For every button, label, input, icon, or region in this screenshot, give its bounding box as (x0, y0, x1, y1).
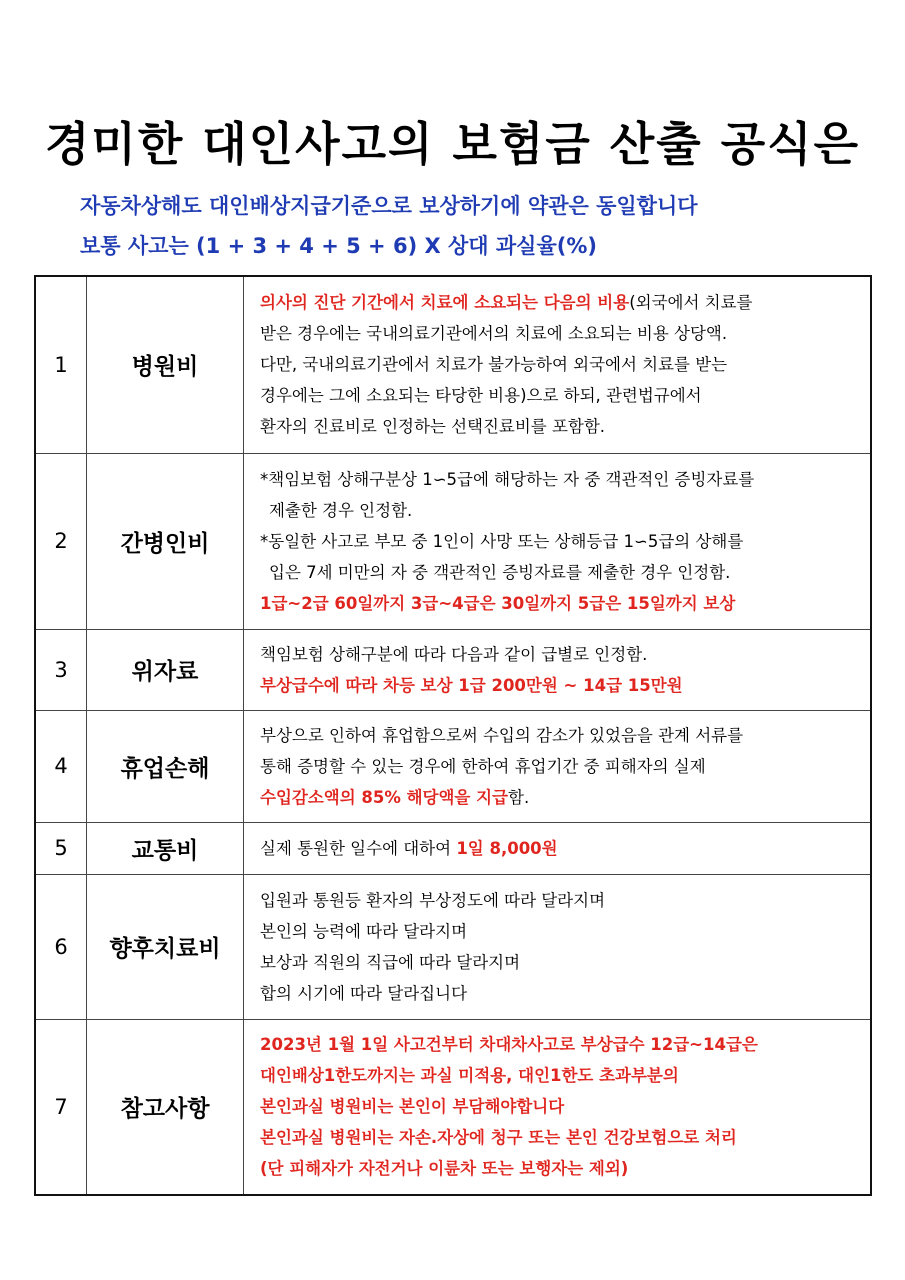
table-row (35, 629, 871, 710)
description-line: 통해 증명할 수 있는 경우에 한하여 휴업기간 중 피해자의 실제 (260, 756, 706, 776)
item-name: 간병인비 (87, 453, 244, 629)
table-row (35, 1019, 871, 1195)
item-description (244, 710, 872, 822)
highlight-text: (단 피해자가 자전거나 이륜차 또는 보행자는 제외) (260, 1159, 629, 1179)
item-name: 휴업손해 (87, 710, 244, 822)
item-description (244, 629, 872, 710)
highlight-text: 대인배상1한도까지는 과실 미적용, 대인1한도 초과부분의 (260, 1066, 679, 1086)
compensation-table (34, 275, 872, 1196)
table-row (35, 822, 871, 874)
table-row (35, 710, 871, 822)
plain-text: 함. (508, 787, 530, 807)
highlight-text: 1급~2급 60일까지 3급~4급은 30일까지 5급은 15일까지 보상 (260, 593, 736, 613)
highlight-text: 2023년 1월 1일 사고건부터 차대차사고로 부상급수 12급~14급은 (260, 1035, 758, 1055)
table-row (35, 453, 871, 629)
description-line (260, 782, 860, 813)
item-description (244, 822, 872, 874)
description-line: 입원과 통원등 환자의 부상정도에 따라 달라지며 (260, 890, 606, 910)
description-line: 경우에는 그에 소요되는 타당한 비용)으로 하되, 관련법규에서 (260, 386, 702, 406)
description-line: 책임보험 상해구분에 따라 다음과 같이 급별로 인정함. (260, 644, 648, 664)
description-line: *동일한 사고로 부모 중 1인이 사망 또는 상해등급 1∽5급의 상해를 (260, 531, 744, 551)
row-number: 1 (35, 276, 87, 453)
table-row (35, 276, 871, 453)
plain-text: (외국에서 치료를 (629, 293, 753, 313)
table-row (35, 874, 871, 1019)
description-line: 합의 시기에 따라 달라집니다 (260, 983, 468, 1003)
row-number: 5 (35, 822, 87, 874)
highlight-text: 부상급수에 따라 차등 보상 1급 200만원 ~ 14급 15만원 (260, 675, 683, 695)
subtitle-formula: 보통 사고는 (1 + 3 + 4 + 5 + 6) X 상대 과실율(%) (80, 234, 597, 258)
description-line: 다만, 국내의료기관에서 치료가 불가능하여 외국에서 치료를 받는 (260, 355, 728, 375)
highlight-text: 수입감소액의 85% 해당액을 지급 (260, 787, 508, 807)
item-description (244, 276, 872, 453)
plain-text: 실제 통원한 일수에 대하여 (260, 838, 457, 858)
description-line: 입은 7세 미만의 자 중 객관적인 증빙자료를 제출한 경우 인정함. (269, 562, 731, 582)
highlight-text: 본인과실 병원비는 자손.자상에 청구 또는 본인 건강보험으로 처리 (260, 1128, 737, 1148)
item-name: 병원비 (87, 276, 244, 453)
item-description (244, 453, 872, 629)
description-line: *책임보험 상해구분상 1∽5급에 해당하는 자 중 객관적인 증빙자료를 (260, 469, 755, 489)
subtitle-terms: 자동차상해도 대인배상지급기준으로 보상하기에 약관은 동일합니다 (80, 194, 698, 218)
description-line (260, 833, 860, 864)
highlight-text: 1일 8,000원 (456, 838, 558, 858)
item-name: 위자료 (87, 629, 244, 710)
description-line: 환자의 진료비로 인정하는 선택진료비를 포함함. (260, 417, 606, 437)
page-title: 경미한 대인사고의 보험금 산출 공식은 (44, 117, 861, 171)
item-name: 교통비 (87, 822, 244, 874)
row-number: 2 (35, 453, 87, 629)
description-line: 보상과 직원의 직급에 따라 달라지며 (260, 952, 521, 972)
description-line: 부상으로 인하여 휴업함으로써 수입의 감소가 있었음을 관계 서류를 (260, 725, 744, 745)
highlight-text: 본인과실 병원비는 본인이 부담해야합니다 (260, 1097, 565, 1117)
row-number: 7 (35, 1019, 87, 1195)
item-description (244, 1019, 872, 1195)
item-name: 참고사항 (87, 1019, 244, 1195)
description-line (260, 287, 860, 318)
row-number: 4 (35, 710, 87, 822)
highlight-text: 의사의 진단 기간에서 치료에 소요되는 다음의 비용 (260, 293, 630, 313)
row-number: 3 (35, 629, 87, 710)
description-line: 제출한 경우 인정함. (269, 500, 413, 520)
description-line: 본인의 능력에 따라 달라지며 (260, 921, 468, 941)
item-name: 향후치료비 (87, 874, 244, 1019)
row-number: 6 (35, 874, 87, 1019)
description-line: 받은 경우에는 국내의료기관에서의 치료에 소요되는 비용 상당액. (260, 324, 728, 344)
item-description (244, 874, 872, 1019)
